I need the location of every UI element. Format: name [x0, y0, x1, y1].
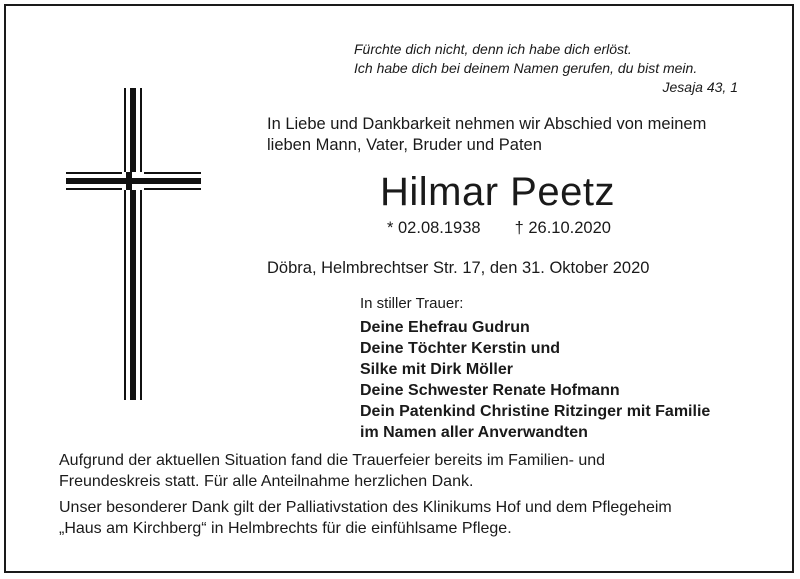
- thanks-note-line-1: Unser besonderer Dank gilt der Palliativstation des Klinikums Hof und dem Pflegeheim: [59, 499, 672, 516]
- mourner-entry: Dein Patenkind Christine Ritzinger mit Familie: [360, 403, 711, 420]
- place-and-date: Döbra, Helmbrechtser Str. 17, den 31. Oktober 2020: [267, 259, 650, 277]
- death-date: † 26.10.2020: [514, 219, 611, 237]
- funeral-note: [59, 450, 759, 492]
- life-dates: [387, 218, 611, 239]
- quote-reference: Jesaja 43, 1: [662, 79, 738, 95]
- mourner-entry: Deine Ehefrau Gudrun: [360, 319, 530, 336]
- cross-vertical-beam: [124, 88, 142, 400]
- cross-icon: [66, 88, 201, 400]
- mourner-entry: im Namen aller Anverwandten: [360, 424, 588, 441]
- intro-line-2: lieben Mann, Vater, Bruder und Paten: [267, 136, 542, 154]
- thanks-note: [59, 497, 759, 539]
- thanks-note-line-2: „Haus am Kirchberg“ in Helmbrechts für die einfühlsame Pflege.: [59, 520, 512, 537]
- deceased-name: Hilmar Peetz: [380, 170, 615, 214]
- cross-horizontal-beam: [66, 172, 201, 190]
- mourner-entry: Deine Schwester Renate Hofmann: [360, 382, 620, 399]
- mourning-label: In stiller Trauer:: [360, 295, 464, 312]
- funeral-note-line-2: Freundeskreis statt. Für alle Anteilnahme herzlichen Dank.: [59, 473, 474, 490]
- farewell-intro: [267, 114, 767, 156]
- intro-line-1: In Liebe und Dankbarkeit nehmen wir Abschied von meinem: [267, 115, 707, 133]
- quote-line-2: Ich habe dich bei deinem Namen gerufen, du bist mein.: [354, 60, 698, 76]
- bible-quote: [354, 40, 742, 97]
- mourner-entry: Deine Töchter Kerstin und: [360, 340, 561, 357]
- quote-line-1: Fürchte dich nicht, denn ich habe dich erlöst.: [354, 41, 632, 57]
- birth-date: * 02.08.1938: [387, 219, 481, 237]
- mourner-entry: Silke mit Dirk Möller: [360, 361, 513, 378]
- mourners-list: [360, 317, 710, 443]
- funeral-note-line-1: Aufgrund der aktuellen Situation fand die Trauerfeier bereits im Familien- und: [59, 452, 606, 469]
